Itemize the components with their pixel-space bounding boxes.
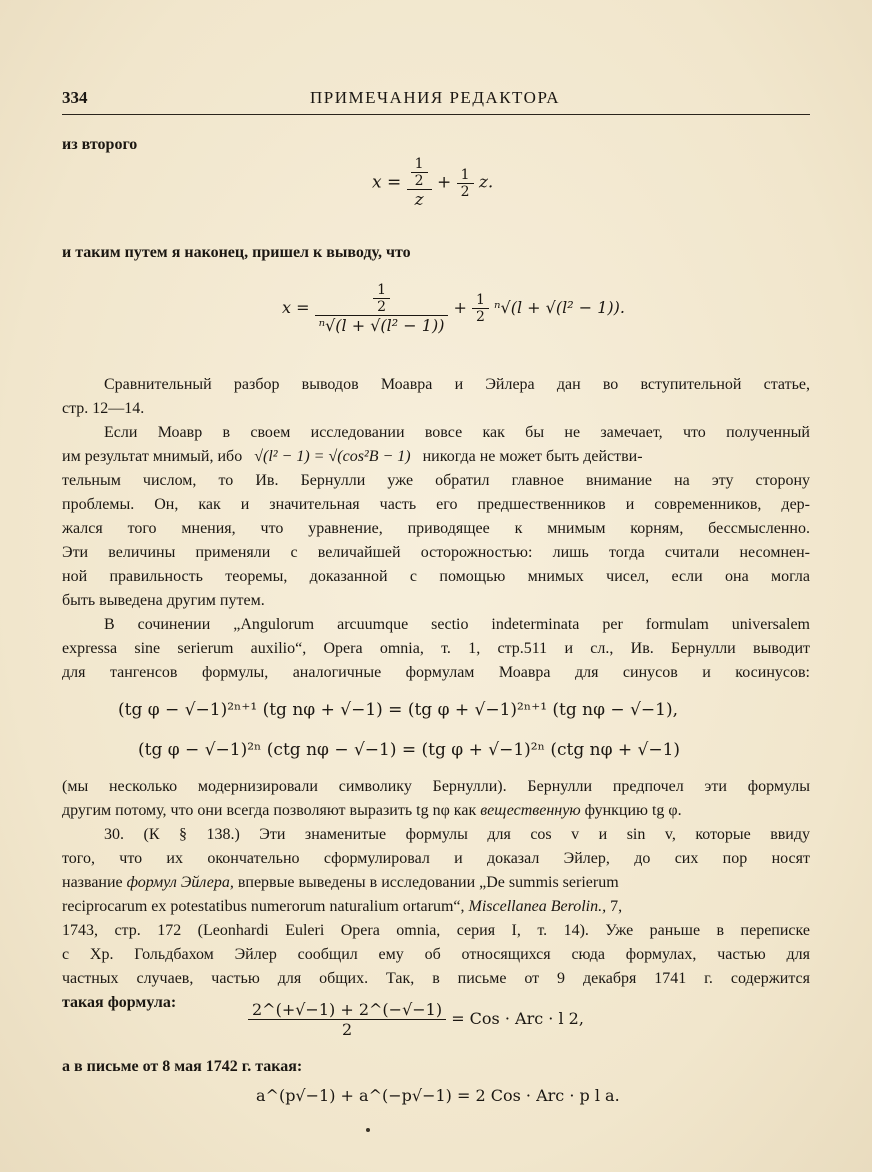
page-number: 334 xyxy=(62,88,88,107)
text-line: и таким путем я наконец, пришел к выводу, что xyxy=(62,244,411,261)
text-fragment: название xyxy=(62,874,123,891)
fraction xyxy=(248,1000,446,1039)
text-fragment: функцию tg φ. xyxy=(584,802,682,819)
text-line: того, что их окончательно сформулировал и доказал Эйлер, до сих пор носят xyxy=(62,850,810,867)
fraction-numerator: 1 xyxy=(414,156,424,172)
journal-title: Miscellanea Berolin., xyxy=(468,898,607,915)
fraction xyxy=(407,156,432,210)
plus-sign: + xyxy=(436,172,452,193)
text-line: частных случаев, частью для общих. Так, в письме от 9 декабря 1741 г. содержится xyxy=(62,970,810,987)
text-line: а в письме от 8 мая 1742 г. такая: xyxy=(62,1058,303,1075)
formula-x-nth-root xyxy=(282,282,625,335)
emphasized-word: вещественную xyxy=(480,802,581,819)
text-line: жался того мнения, что уравнение, приводящее к мнимым корням, бессмысленно. xyxy=(62,520,810,537)
formula-lhs: x = xyxy=(372,172,402,193)
fraction-half xyxy=(457,167,474,200)
text-fragment: впервые выведены в исследовании „De summis serierum xyxy=(237,874,619,891)
text-fragment: никогда не может быть действи- xyxy=(422,448,643,465)
page-header xyxy=(62,86,810,115)
running-head: ПРИМЕЧАНИЯ РЕДАКТОРА xyxy=(310,88,561,107)
text-line: проблемы. Он, как и значительная часть его предшественников и современников, дер- xyxy=(62,496,810,513)
fraction-denominator: ⁿ√(l + √(l² − 1)) xyxy=(315,315,449,335)
ink-speck xyxy=(366,1128,370,1132)
text-line: 30. (К § 138.) Эти знаменитые формулы для cos v и sin v, которые ввиду xyxy=(104,826,810,843)
text-line: быть выведена другим путем. xyxy=(62,592,265,609)
inline-formula: √(l² − 1) = √(cos²B − 1) xyxy=(254,448,411,465)
fraction-numerator: 2^(+√−1) + 2^(−√−1) xyxy=(252,1000,443,1019)
fraction-denominator: z xyxy=(407,189,432,210)
text-line: Эти величины применяли с величайшей осторожностью: лишь тогда считали несомнен- xyxy=(62,544,810,561)
text-line-with-emphasis xyxy=(62,874,810,892)
text-line: из второго xyxy=(62,136,138,153)
formula-lhs: x = xyxy=(282,298,310,317)
text-line: тельным числом, то Ив. Бернулли уже обратил главное внимание на эту сторону xyxy=(62,472,810,489)
formula-tangent-even: (tg φ − √−1)²ⁿ (ctg nφ − √−1) = (tg φ + √−1)²ⁿ (ctg nφ + √−1) xyxy=(138,740,681,760)
text-fragment: 7, xyxy=(610,898,623,915)
fraction-denominator: 2 xyxy=(457,183,474,200)
fraction-numerator: 1 xyxy=(460,166,470,183)
text-line: с Хр. Гольдбахом Эйлер сообщил ему об относящихся сюда формулах, частью для xyxy=(62,946,810,963)
fraction xyxy=(315,282,449,335)
text-line: В сочинении „Angulorum arcuumque sectio indeterminata per formulam universalem xyxy=(104,616,810,633)
formula-euler-cos-pla: a^(p√−1) + a^(−p√−1) = 2 Cos · Arc · p l a. xyxy=(256,1086,620,1105)
formula-tail: ⁿ√(l + √(l² − 1)). xyxy=(494,298,625,317)
formula-tangent-odd: (tg φ − √−1)²ⁿ⁺¹ (tg nφ + √−1) = (tg φ + √−1)²ⁿ⁺¹ (tg nφ − √−1), xyxy=(118,700,678,720)
text-line: Сравнительный разбор выводов Моавра и Эйлера дан во вступительной статье, xyxy=(104,376,810,393)
fraction-denominator: 2 xyxy=(411,172,428,189)
text-line: expressa sine serierum auxilio“, Opera omnia, т. 1, стр.511 и сл., Ив. Бернулли выводит xyxy=(62,640,810,657)
text-line-with-formula xyxy=(62,448,810,466)
fraction-numerator: 1 xyxy=(377,282,386,298)
text-line: (мы несколько модернизировали символику Бернулли). Бернулли предпочел эти формулы xyxy=(62,778,810,795)
formula-euler-cos-l2 xyxy=(248,1000,584,1039)
plus-sign: + xyxy=(453,298,467,317)
text-line: стр. 12—14. xyxy=(62,400,145,417)
formula-tail: z. xyxy=(478,172,494,193)
fraction-half xyxy=(472,292,489,325)
text-fragment: другим потому, что они всегда позволяют выразить tg nφ как xyxy=(62,802,477,819)
text-line: для тангенсов формулы, аналогичные формулам Моавра для синусов и косинусов: xyxy=(62,664,810,681)
text-line: такая формула: xyxy=(62,994,177,1011)
fraction-numerator: 1 xyxy=(476,292,485,308)
text-line: ной правильность теоремы, доказанной с помощью мнимых чисел, если она могла xyxy=(62,568,810,585)
text-fragment: им результат мнимый, ибо xyxy=(62,448,243,465)
text-fragment: reciprocarum ex potestatibus numerorum naturalium ortarum“, xyxy=(62,898,465,915)
fraction-denominator: 2 xyxy=(472,308,489,325)
text-line: 1743, стр. 172 (Leonhardi Euleri Opera omnia, серия I, т. 14). Уже раньше в переписке xyxy=(62,922,810,939)
fraction-denominator: 2 xyxy=(373,298,390,315)
text-line: Если Моавр в своем исследовании вовсе как бы не замечает, что полученный xyxy=(104,424,810,441)
emphasized-phrase: формул Эйлера, xyxy=(126,874,234,891)
fraction-denominator: 2 xyxy=(248,1019,446,1039)
formula-x-from-z xyxy=(372,156,493,210)
text-line-with-emphasis xyxy=(62,802,810,820)
formula-rhs: = Cos · Arc · l 2, xyxy=(451,1009,584,1028)
text-line-with-emphasis xyxy=(62,898,810,916)
